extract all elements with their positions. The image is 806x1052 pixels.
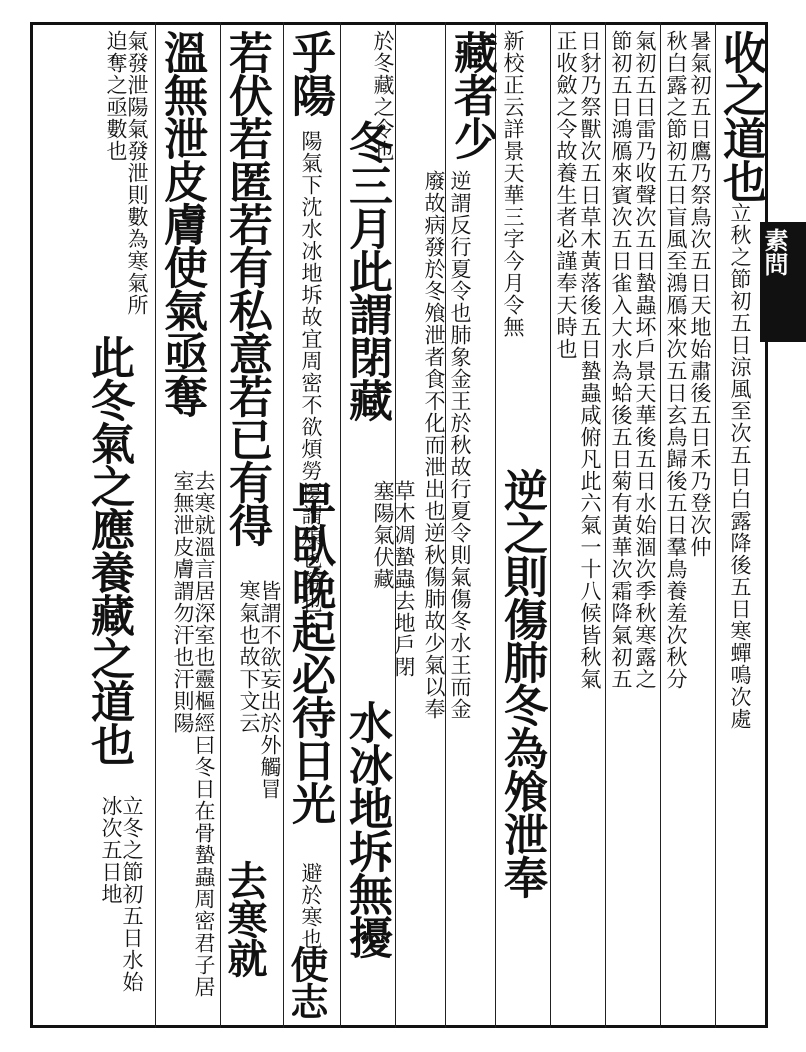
commentary-text: 去寒就溫言居深室也靈樞經曰冬日在骨蟄蟲周密君子居室無泄皮膚謂勿汗也汗則陽 bbox=[171, 470, 216, 998]
commentary-text: 立秋之節初五日涼風至次五日白露降後五日寒蟬鳴次處 bbox=[728, 202, 752, 730]
main-text: 水冰地坼無擾 bbox=[341, 700, 392, 958]
column-rule bbox=[550, 22, 551, 1028]
main-text: 若伏若匿若有私意若已有得 bbox=[221, 30, 272, 546]
text-column-2 bbox=[664, 30, 712, 1010]
text-column-1 bbox=[715, 30, 766, 730]
text-column-8-main-3 bbox=[284, 945, 329, 1019]
commentary-line: 日豺乃祭獸次五日草木黃落後五日蟄蟲咸俯凡此六氣一十八候皆秋氣 bbox=[578, 30, 602, 690]
main-text: 早臥晚起必待日光 bbox=[284, 480, 335, 824]
column-rule bbox=[605, 22, 606, 1028]
edge-tab-label: 素問 bbox=[760, 228, 789, 276]
commentary-text: 陽氣下沈水冰地坼故宜周密不欲煩勞擾謂煩也勞也 bbox=[299, 130, 323, 614]
main-text: 逆之則傷肺冬為飧泄奉 bbox=[496, 468, 547, 898]
text-column-6-commentary bbox=[449, 170, 470, 720]
main-text: 去寒就 bbox=[221, 860, 268, 977]
text-column-8-main-2 bbox=[284, 480, 335, 824]
commentary-text: 立冬之節初五日水始冰次五日地 bbox=[99, 795, 144, 993]
text-column-11-commentary bbox=[105, 30, 147, 320]
main-text: 藏者少 bbox=[446, 30, 497, 159]
commentary-line: 秋白露之節初五日盲風至鴻鴈來次五日玄鳥歸後五日羣鳥養羞次秋分 bbox=[664, 30, 688, 690]
main-text: 冬三月此謂閉藏 bbox=[341, 120, 392, 421]
text-column-8-commentary-2 bbox=[300, 862, 321, 950]
text-column-3 bbox=[609, 30, 657, 1010]
text-column-8 bbox=[284, 30, 335, 116]
text-column-7-main-2 bbox=[341, 700, 392, 958]
commentary-text: 皆謂不欲妄出於外觸冒寒氣也故下文云 bbox=[237, 580, 282, 800]
text-column-5 bbox=[499, 30, 523, 338]
commentary-text: 新校正云詳景天華三字今月令無 bbox=[501, 30, 525, 338]
commentary-text: 於冬藏之令也 bbox=[371, 30, 395, 162]
text-column-9-commentary bbox=[238, 580, 280, 820]
commentary-text: 避於寒也 bbox=[299, 862, 323, 950]
commentary-text: 氣發泄陽氣發泄則數為寒氣所迫奪之亟數也 bbox=[104, 30, 149, 316]
text-column-9-main-2 bbox=[221, 860, 268, 977]
text-column-4 bbox=[554, 30, 602, 1010]
main-text: 使志 bbox=[284, 945, 329, 1019]
main-text: 收之道也 bbox=[715, 30, 766, 202]
text-column-6 bbox=[446, 30, 497, 159]
text-column-9 bbox=[221, 30, 272, 546]
commentary-line: 節初五日鴻鴈來賓次五日雀入大水為蛤後五日菊有黃華次霜降氣初五 bbox=[609, 30, 633, 690]
commentary-text: 廢故病發於冬飧泄者食不化而泄出也逆秋傷肺故少氣以奉 bbox=[422, 170, 446, 720]
text-column-6b bbox=[423, 170, 444, 720]
commentary-line: 正收斂之令故養生者必謹奉天時也 bbox=[554, 30, 578, 360]
column-rule bbox=[660, 22, 661, 1028]
commentary-text: 逆謂反行夏令也肺象金王於秋故行夏令則氣傷冬水王而金 bbox=[448, 170, 472, 720]
main-text: 此冬氣之應養藏之道也 bbox=[83, 335, 134, 765]
text-column-11-commentary-2 bbox=[100, 795, 142, 1005]
text-column-10 bbox=[156, 30, 207, 417]
main-text: 溫無泄皮膚使氣亟奪 bbox=[156, 30, 207, 417]
commentary-line: 暑氣初五日鷹乃祭鳥次五日天地始肅後五日禾乃登次仲 bbox=[688, 30, 712, 558]
text-column-5-main bbox=[496, 468, 547, 898]
text-column-10-commentary bbox=[172, 470, 214, 1015]
text-column-7-commentary-2 bbox=[372, 480, 414, 680]
text-column-11 bbox=[83, 335, 134, 765]
commentary-text: 草木凋蟄蟲去地戶閉塞陽氣伏藏 bbox=[371, 480, 416, 678]
main-text: 乎陽 bbox=[284, 30, 335, 116]
commentary-line: 氣初五日雷乃收聲次五日蟄蟲坏戶景天華後五日水始涸次季秋寒露之 bbox=[633, 30, 657, 690]
text-column-7 bbox=[341, 120, 392, 421]
